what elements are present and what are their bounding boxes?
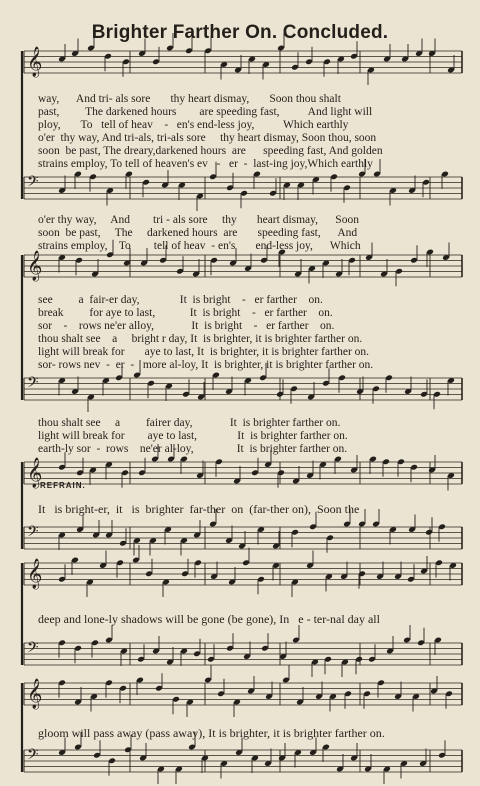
- lyric-line: soon be past, The darkened hours are speeding fast, And: [38, 227, 358, 239]
- bass-clef-icon: 𝄢: [27, 374, 39, 395]
- lyric-line: thou shalt see a fairer day, It is brighter farther on.: [38, 417, 341, 429]
- bass-clef-icon: 𝄢: [27, 639, 39, 660]
- lyric-line: sor - rows ne'er alloy, It is bright - er farther on.: [38, 320, 335, 332]
- lyric-line: deep and lone-ly shadows will be gone (be gone), In e - ter-nal day all: [38, 613, 380, 626]
- treble-clef-icon: 𝄞: [27, 458, 43, 488]
- lyric-line: soon be past, The dreary,darkened hours are speeding fast, And golden: [38, 145, 383, 157]
- lyric-line: o'er thy way, And tri-als, tri-als sore thy heart dismay, Soon thou, soon: [38, 132, 377, 144]
- treble-clef-icon: 𝄞: [27, 559, 43, 589]
- lyric-line: earth-ly sor - rows ne'er al-loy, It is brighter farther on.: [38, 443, 348, 455]
- bass-clef-icon: 𝄢: [27, 173, 39, 194]
- treble-clef-icon: 𝄞: [27, 47, 43, 77]
- staff: [24, 545, 462, 597]
- staff: [24, 33, 462, 85]
- bass-clef-icon: 𝄢: [27, 523, 39, 544]
- lyric-line: break for aye to last, It is bright - er farther on.: [38, 307, 333, 319]
- lyric-line: It is bright-er, it is brighter far-ther on (far-ther on), Soon the: [38, 503, 360, 516]
- lyric-line: way, And tri- als sore thy heart dismay, Soon thou shalt: [38, 93, 341, 105]
- lyric-line: light will break for aye to last, It is brighter, it is brighter farther on.: [38, 346, 370, 358]
- lyric-line: sor- rows nev - er - more al-loy, It is brighter, it is brighter farther on.: [38, 359, 374, 371]
- lyric-line: see a fair-er day, It is bright - er farther on.: [38, 294, 323, 306]
- staff: [24, 625, 462, 677]
- lyric-line: o'er thy way, And tri - als sore thy heart dismay, Soon: [38, 214, 359, 226]
- lyric-line: past, The darkened hours are speeding fast, And light will: [38, 106, 373, 118]
- lyric-line: strains employ, To tell of heaven's ev - er - last-ing joy,Which earthly: [38, 158, 373, 170]
- page-title: Brighter Farther On. Concluded.: [91, 22, 389, 43]
- staff: [24, 665, 462, 717]
- lyric-line: ploy, To tell of heav - en's end-less joy, Which earthly: [38, 119, 349, 131]
- lyric-line: gloom will pass away (pass away), It is brighter, it is brighter farther on.: [38, 727, 385, 740]
- refrain-label: REFRAIN.: [40, 481, 86, 490]
- bass-clef-icon: 𝄢: [27, 746, 39, 767]
- lyric-line: strains employ, To tell of heav - en's end-less joy, Which: [38, 240, 361, 252]
- lyric-line: light will break for aye to last, It is brighter farther on.: [38, 430, 348, 442]
- treble-clef-icon: 𝄞: [27, 679, 43, 709]
- treble-clef-icon: 𝄞: [27, 251, 43, 281]
- lyric-line: thou shalt see a bright r day, It is brighter, it is brighter farther on.: [38, 333, 363, 345]
